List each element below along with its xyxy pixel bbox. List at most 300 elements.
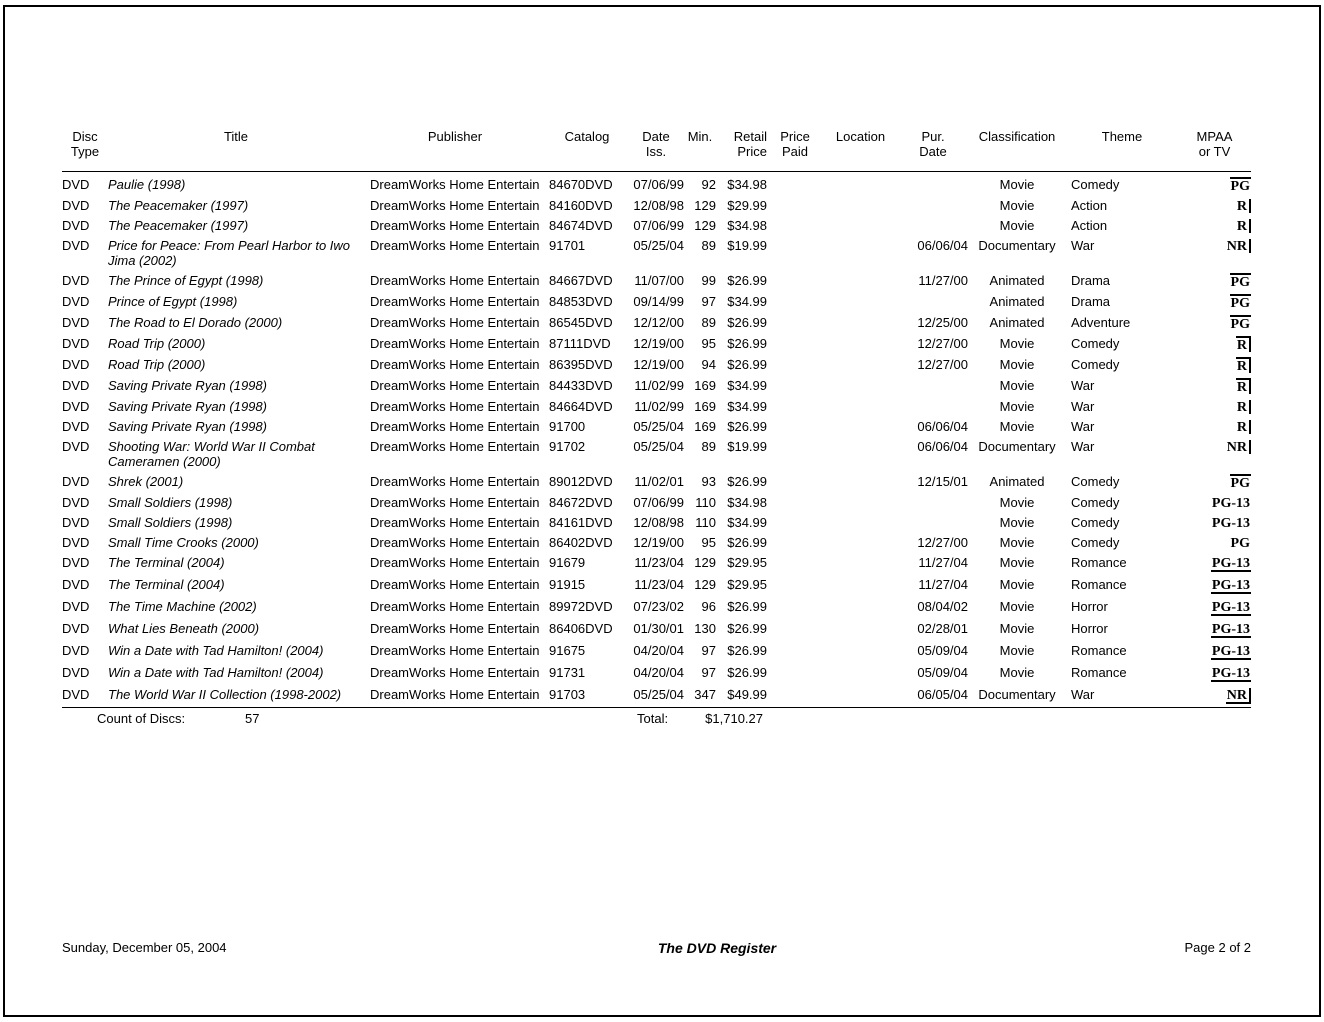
table-row [62,685,1251,707]
cell-location [823,238,898,268]
cell-pur_date: 02/28/01 [917,621,968,636]
cell-min: 93 [701,474,716,489]
cell-theme: War [1071,238,1095,253]
table-row [62,575,1251,597]
mpaa-rating-badge: PG-13 [1211,622,1250,637]
cell-publisher: DreamWorks Home Entertain [370,315,540,330]
cell-pur_date: 06/06/04 [917,439,968,454]
cell-disc: DVD [62,665,90,680]
cell-min: 129 [694,577,716,592]
cell-theme: Horror [1071,621,1108,636]
cell-classification: Documentary [978,439,1056,454]
cell-pur_date [898,177,968,193]
cell-title: The Peacemaker (1997) [108,198,249,213]
cell-publisher: DreamWorks Home Entertain [370,555,540,570]
table-row [62,553,1251,575]
cell-title: Shrek (2001) [108,474,184,489]
table-row [62,597,1251,619]
cell-publisher: DreamWorks Home Entertain [370,577,540,592]
cell-location [823,357,898,373]
cell-theme: Drama [1071,294,1111,309]
cell-date_iss: 07/06/99 [633,218,684,233]
cell-publisher: DreamWorks Home Entertain [370,474,540,489]
cell-theme: Comedy [1071,177,1120,192]
mpaa-rating-badge: PG [1230,296,1250,311]
cell-pur_date: 06/06/04 [917,238,968,253]
cell-disc: DVD [62,535,90,550]
cell-mpaa [1178,495,1251,510]
cell-classification: Movie [999,577,1035,592]
cell-date_iss: 07/06/99 [633,177,684,192]
cell-publisher: DreamWorks Home Entertain [370,336,540,351]
cell-theme: Comedy [1071,495,1120,510]
cell-theme: Drama [1071,273,1111,288]
table-row [62,397,1251,417]
cell-retail: $26.99 [727,315,767,330]
total-value: $1,710.27 [705,711,763,726]
cell-location [823,419,898,434]
cell-location [823,378,898,394]
cell-retail: $49.99 [727,687,767,702]
cell-price_paid [767,378,823,394]
cell-mpaa [1178,599,1251,616]
cell-disc: DVD [62,315,90,330]
cell-mpaa [1178,336,1251,352]
table-header-row [62,127,1251,172]
cell-catalog: 91701 [549,238,586,253]
cell-location [823,555,898,572]
col-header-theme: Theme [1101,129,1143,144]
cell-catalog: 91702 [549,439,586,454]
cell-title: What Lies Beneath (2000) [108,621,260,636]
cell-location [823,439,898,469]
cell-pur_date [898,218,968,233]
cell-date_iss: 12/08/98 [633,515,684,530]
mpaa-rating-badge: PG-13 [1211,516,1250,531]
cell-price_paid [767,555,823,572]
mpaa-rating-badge: PG [1230,476,1250,491]
cell-price_paid [767,218,823,233]
cell-price_paid [767,495,823,510]
cell-price_paid [767,599,823,616]
table-row [62,493,1251,513]
cell-classification: Movie [999,599,1035,614]
mpaa-rating-badge: R [1236,378,1251,394]
cell-mpaa [1178,419,1251,434]
cell-min: 97 [701,643,716,658]
cell-classification: Movie [999,665,1035,680]
cell-date_iss: 11/23/04 [634,577,684,592]
cell-catalog: 91679 [549,555,586,570]
cell-publisher: DreamWorks Home Entertain [370,273,540,288]
cell-retail: $19.99 [727,238,767,253]
cell-title: Road Trip (2000) [108,336,206,351]
cell-classification: Movie [999,515,1035,530]
cell-mpaa [1178,378,1251,394]
cell-date_iss: 11/02/01 [634,474,684,489]
cell-theme: Romance [1071,643,1127,658]
cell-disc: DVD [62,495,90,510]
cell-date_iss: 11/07/00 [634,273,684,288]
cell-catalog: 91675 [549,643,586,658]
cell-mpaa [1178,555,1251,572]
cell-disc: DVD [62,621,90,636]
mpaa-rating-badge: R [1236,420,1251,434]
page-footer [62,940,1251,960]
cell-classification: Movie [999,198,1035,213]
cell-catalog: 86545DVD [549,315,613,330]
cell-mpaa [1178,687,1251,704]
cell-pur_date: 12/27/00 [917,336,968,351]
cell-retail: $26.99 [727,357,767,372]
cell-classification: Documentary [978,238,1056,253]
cell-retail: $26.99 [727,273,767,288]
cell-price_paid [767,439,823,469]
table-row [62,236,1251,271]
cell-min: 95 [701,336,716,351]
cell-retail: $26.99 [727,599,767,614]
cell-disc: DVD [62,177,90,192]
cell-date_iss: 09/14/99 [633,294,684,309]
cell-location [823,315,898,331]
cell-disc: DVD [62,439,90,454]
cell-publisher: DreamWorks Home Entertain [370,687,540,702]
cell-date_iss: 11/23/04 [634,555,684,570]
mpaa-rating-badge: PG [1230,179,1250,194]
cell-mpaa [1178,357,1251,373]
table-row [62,334,1251,355]
cell-price_paid [767,535,823,550]
cell-pur_date [898,399,968,414]
table-rows [62,172,1251,708]
cell-price_paid [767,643,823,660]
cell-title: Saving Private Ryan (1998) [108,378,267,393]
cell-min: 96 [701,599,716,614]
cell-theme: Romance [1071,555,1127,570]
cell-location [823,218,898,233]
cell-disc: DVD [62,336,90,351]
cell-pur_date [898,495,968,510]
cell-theme: Comedy [1071,336,1120,351]
cell-date_iss: 04/20/04 [633,665,684,680]
cell-mpaa [1178,218,1251,233]
cell-publisher: DreamWorks Home Entertain [370,198,540,213]
cell-catalog: 84664DVD [549,399,613,414]
table-row [62,216,1251,236]
cell-disc: DVD [62,294,90,309]
cell-retail: $34.99 [727,399,767,414]
mpaa-rating-badge: R [1236,219,1251,233]
cell-retail: $26.99 [727,643,767,658]
cell-retail: $34.98 [727,495,767,510]
cell-retail: $29.95 [727,577,767,592]
cell-classification: Movie [999,419,1035,434]
cell-location [823,198,898,213]
cell-date_iss: 05/25/04 [633,439,684,454]
table-summary [62,708,1251,728]
cell-catalog: 84160DVD [549,198,613,213]
cell-pur_date: 11/27/00 [918,273,968,288]
cell-title: Shooting War: World War II Combat Cameramen (2000) [108,439,315,469]
cell-retail: $29.99 [727,198,767,213]
mpaa-rating-badge: R [1236,336,1251,352]
total-label: Total: [637,711,669,726]
cell-pur_date: 12/27/00 [917,357,968,372]
cell-retail: $34.99 [727,515,767,530]
page-number: Page 2 of 2 [1184,940,1251,955]
cell-mpaa [1178,577,1251,594]
cell-theme: Romance [1071,577,1127,592]
cell-classification: Movie [999,555,1035,570]
cell-disc: DVD [62,198,90,213]
cell-classification: Animated [989,315,1045,330]
mpaa-rating-badge: PG [1230,275,1250,290]
cell-title: The Road to El Dorado (2000) [108,315,283,330]
cell-catalog: 91700 [549,419,586,434]
col-header-title: Title [223,129,249,144]
table-row [62,313,1251,334]
cell-retail: $34.98 [727,218,767,233]
cell-title: The Time Machine (2002) [108,599,257,614]
cell-min: 129 [694,218,716,233]
mpaa-rating-badge: PG-13 [1211,600,1250,615]
count-of-discs-label: Count of Discs: [97,711,186,726]
cell-title: The Terminal (2004) [108,555,225,570]
table-row [62,641,1251,663]
cell-pur_date: 12/25/00 [917,315,968,330]
col-header-price_paid: Price Paid [780,129,810,159]
col-header-mpaa: MPAA or TV [1196,129,1233,159]
cell-disc: DVD [62,643,90,658]
cell-retail: $26.99 [727,535,767,550]
col-header-location: Location [835,129,886,144]
cell-classification: Movie [999,378,1035,393]
mpaa-rating-badge: R [1236,400,1251,414]
cell-price_paid [767,621,823,638]
cell-min: 97 [701,665,716,680]
cell-classification: Animated [989,294,1045,309]
cell-pur_date: 06/06/04 [917,419,968,434]
table-row [62,619,1251,641]
cell-mpaa [1178,643,1251,660]
cell-publisher: DreamWorks Home Entertain [370,599,540,614]
cell-date_iss: 12/08/98 [633,198,684,213]
cell-publisher: DreamWorks Home Entertain [370,378,540,393]
cell-classification: Movie [999,336,1035,351]
report-title: The DVD Register [657,940,777,956]
cell-date_iss: 05/25/04 [633,238,684,253]
cell-min: 97 [701,294,716,309]
table-row [62,271,1251,292]
cell-theme: War [1071,439,1095,454]
cell-publisher: DreamWorks Home Entertain [370,495,540,510]
cell-price_paid [767,273,823,289]
cell-location [823,621,898,638]
cell-disc: DVD [62,419,90,434]
cell-catalog: 86406DVD [549,621,613,636]
cell-publisher: DreamWorks Home Entertain [370,621,540,636]
cell-mpaa [1178,315,1251,331]
cell-classification: Documentary [978,687,1056,702]
cell-date_iss: 07/06/99 [633,495,684,510]
cell-publisher: DreamWorks Home Entertain [370,218,540,233]
cell-catalog: 86402DVD [549,535,613,550]
mpaa-rating-badge: PG-13 [1211,556,1250,571]
cell-pur_date: 11/27/04 [918,555,968,570]
cell-min: 169 [694,419,716,434]
cell-min: 94 [701,357,716,372]
cell-title: The Prince of Egypt (1998) [108,273,264,288]
cell-min: 169 [694,399,716,414]
cell-classification: Movie [999,643,1035,658]
cell-publisher: DreamWorks Home Entertain [370,238,540,253]
cell-disc: DVD [62,399,90,414]
cell-min: 89 [701,439,716,454]
cell-publisher: DreamWorks Home Entertain [370,643,540,658]
cell-catalog: 84161DVD [549,515,613,530]
cell-location [823,294,898,310]
cell-pur_date: 12/15/01 [917,474,968,489]
cell-mpaa [1178,273,1251,289]
table-row [62,513,1251,533]
cell-date_iss: 04/20/04 [633,643,684,658]
cell-publisher: DreamWorks Home Entertain [370,665,540,680]
cell-retail: $34.98 [727,177,767,192]
cell-min: 110 [695,515,716,530]
table-row [62,196,1251,216]
cell-disc: DVD [62,273,90,288]
cell-date_iss: 12/19/00 [633,535,684,550]
cell-price_paid [767,419,823,434]
col-header-retail: Retail Price [733,129,767,159]
cell-min: 129 [694,198,716,213]
cell-title: Saving Private Ryan (1998) [108,399,267,414]
mpaa-rating-badge: PG-13 [1211,644,1250,659]
cell-price_paid [767,177,823,193]
cell-catalog: 91703 [549,687,586,702]
cell-disc: DVD [62,474,90,489]
cell-catalog: 86395DVD [549,357,613,372]
cell-location [823,495,898,510]
cell-retail: $26.99 [727,665,767,680]
cell-title: The World War II Collection (1998-2002) [108,687,342,702]
mpaa-rating-badge: R [1236,199,1251,213]
cell-theme: War [1071,419,1095,434]
table-row [62,533,1251,553]
cell-date_iss: 07/23/02 [633,599,684,614]
cell-price_paid [767,336,823,352]
cell-mpaa [1178,294,1251,310]
cell-disc: DVD [62,238,90,253]
cell-price_paid [767,357,823,373]
cell-publisher: DreamWorks Home Entertain [370,515,540,530]
cell-retail: $34.99 [727,294,767,309]
cell-min: 92 [701,177,716,192]
dvd-register-report [62,127,1251,728]
cell-price_paid [767,198,823,213]
cell-catalog: 84433DVD [549,378,613,393]
cell-disc: DVD [62,687,90,702]
cell-theme: War [1071,399,1095,414]
cell-classification: Animated [989,273,1045,288]
cell-location [823,336,898,352]
cell-publisher: DreamWorks Home Entertain [370,535,540,550]
cell-theme: Comedy [1071,474,1120,489]
cell-disc: DVD [62,378,90,393]
cell-pur_date: 12/27/00 [917,535,968,550]
cell-location [823,599,898,616]
cell-catalog: 91731 [549,665,586,680]
col-header-pur_date: Pur. Date [919,129,947,159]
cell-classification: Movie [999,357,1035,372]
table-row [62,417,1251,437]
cell-pur_date: 11/27/04 [918,577,968,592]
cell-pur_date [898,378,968,394]
cell-retail: $19.99 [727,439,767,454]
cell-mpaa [1178,238,1251,268]
cell-theme: Action [1071,218,1108,233]
cell-min: 169 [694,378,716,393]
table-row [62,292,1251,313]
cell-disc: DVD [62,515,90,530]
cell-location [823,535,898,550]
cell-classification: Movie [999,535,1035,550]
mpaa-rating-badge: PG-13 [1211,496,1250,511]
cell-retail: $26.99 [727,336,767,351]
table-row [62,376,1251,397]
cell-date_iss: 05/25/04 [633,419,684,434]
cell-retail: $29.95 [727,555,767,570]
cell-disc: DVD [62,577,90,592]
cell-theme: Adventure [1071,315,1131,330]
cell-retail: $26.99 [727,419,767,434]
cell-title: Small Soldiers (1998) [108,495,233,510]
cell-disc: DVD [62,555,90,570]
cell-min: 347 [694,687,716,702]
cell-pur_date [898,294,968,310]
cell-publisher: DreamWorks Home Entertain [370,439,540,454]
cell-theme: Comedy [1071,515,1120,530]
cell-min: 110 [695,495,716,510]
table-row [62,355,1251,376]
cell-location [823,687,898,704]
cell-classification: Animated [989,474,1045,489]
cell-pur_date: 05/09/04 [917,665,968,680]
cell-price_paid [767,238,823,268]
cell-pur_date: 08/04/02 [917,599,968,614]
cell-title: Win a Date with Tad Hamilton! (2004) [108,665,324,680]
cell-publisher: DreamWorks Home Entertain [370,294,540,309]
cell-mpaa [1178,515,1251,530]
cell-classification: Movie [999,495,1035,510]
count-of-discs-value: 57 [245,711,260,726]
cell-mpaa [1178,474,1251,490]
cell-classification: Movie [999,399,1035,414]
footer-date: Sunday, December 05, 2004 [62,940,227,955]
col-header-catalog: Catalog [564,129,610,144]
cell-retail: $26.99 [727,474,767,489]
cell-disc: DVD [62,599,90,614]
cell-theme: Action [1071,198,1108,213]
cell-location [823,474,898,490]
cell-date_iss: 11/02/99 [634,399,684,414]
cell-classification: Movie [999,621,1035,636]
cell-title: Road Trip (2000) [108,357,206,372]
cell-title: Small Soldiers (1998) [108,515,233,530]
mpaa-rating-badge: NR [1226,688,1251,704]
cell-catalog: 84670DVD [549,177,613,192]
table-row [62,175,1251,196]
